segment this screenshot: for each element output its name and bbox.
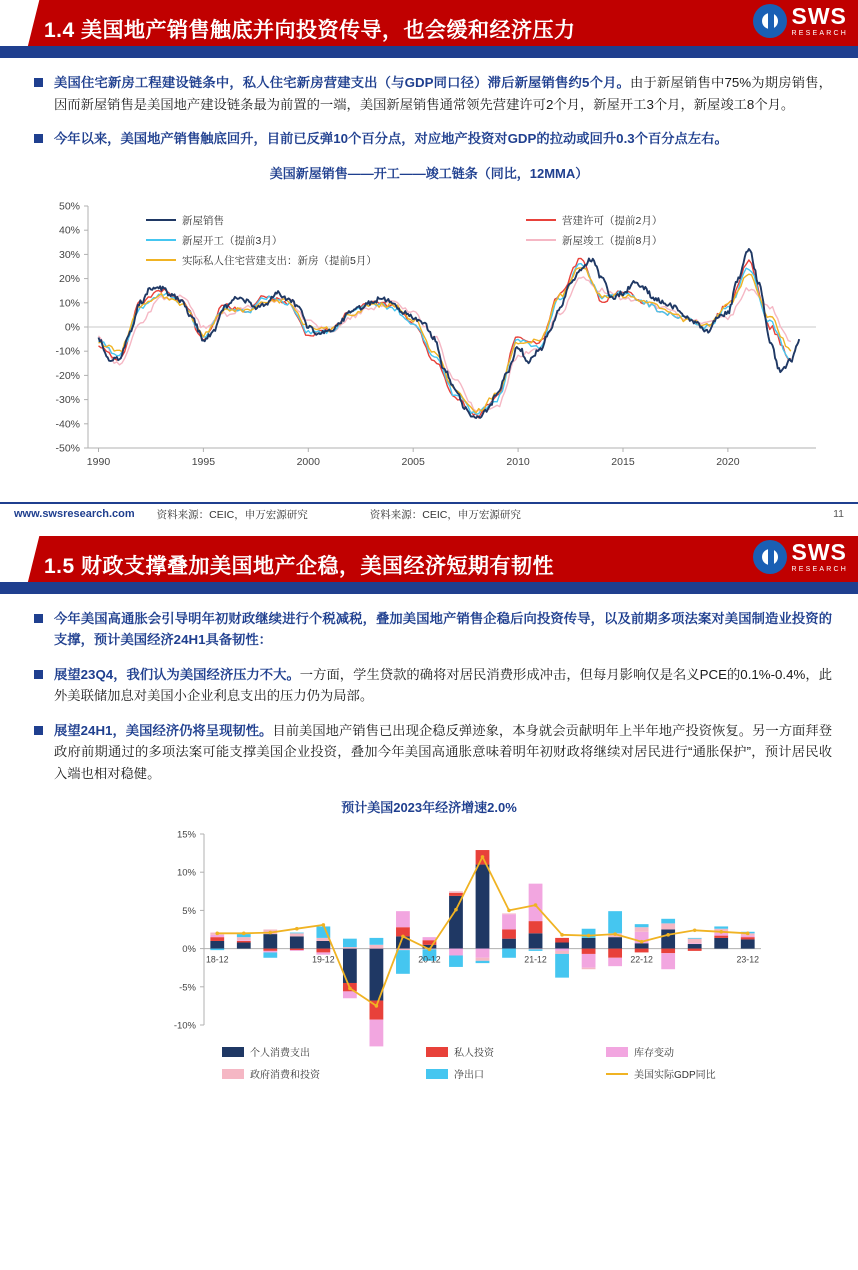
footer-source-left: 资料来源：CEIC，申万宏源研究 — [156, 508, 308, 521]
slide2-bullet-3-text: 展望24H1，美国经济仍将呈现韧性。目前美国地产销售已出现企稳反弹迹象，本身就会贡献明年上半年地产投资恢复。另一方面拜登政府前期通过的多项法案可能支撑美国企业投资，叠加今年美国高通胀意味着明年初财政将继续对居民进行“通胀保护”，预计居民收入端也相对稳健。 — [54, 722, 832, 781]
svg-text:18-12: 18-12 — [206, 954, 229, 965]
svg-text:15%: 15% — [176, 829, 196, 841]
svg-text:-5%: -5% — [179, 982, 196, 994]
slide1-chart-title: 美国新屋销售——开工——竣工链条（同比，12MMA） — [269, 165, 589, 181]
slide2-bullet-1-text: 今年美国高通胀会引导明年初财政继续进行个税减税，叠加美国地产销售企稳后向投资传导，以及前期多项法案对美国制造业投资的支撑，预计美国经济24H1具备韧性： — [54, 610, 832, 648]
logo-text — [792, 5, 849, 37]
svg-text:40%: 40% — [58, 224, 80, 237]
svg-text:2020: 2020 — [716, 455, 740, 468]
svg-text:营建许可（提前2月）: 营建许可（提前2月） — [562, 214, 663, 227]
slide2-content — [0, 594, 858, 1091]
svg-text:0%: 0% — [64, 321, 80, 334]
slide-2 — [0, 536, 858, 1095]
svg-text:美国实际GDP同比: 美国实际GDP同比 — [634, 1070, 716, 1082]
logo-sub-text: RESEARCH — [791, 565, 848, 573]
line-chart-container — [26, 186, 832, 496]
footer-source-right: 资料来源：CEIC，申万宏源研究 — [369, 508, 521, 521]
slide1-banner — [0, 0, 858, 58]
svg-text:2010: 2010 — [506, 455, 530, 468]
svg-text:-30%: -30% — [55, 393, 80, 406]
svg-text:库存变动: 库存变动 — [634, 1048, 674, 1060]
slide1-content — [0, 58, 858, 496]
slide1-title: 1.4 美国地产销售触底并向投资传导，也会缓和经济压力 — [44, 19, 576, 42]
svg-text:个人消费支出: 个人消费支出 — [250, 1048, 310, 1060]
svg-text:-50%: -50% — [55, 442, 80, 455]
bullet-square-icon — [34, 726, 43, 735]
sws-logo — [753, 4, 849, 38]
bar-chart-container — [26, 820, 832, 1090]
svg-text:1990: 1990 — [86, 455, 111, 468]
sws-logo — [753, 540, 849, 574]
slide1-bullet-2 — [26, 128, 832, 150]
slide2-bullet-2 — [26, 664, 832, 707]
svg-text:2015: 2015 — [611, 455, 635, 468]
banner-blue-band — [0, 582, 858, 594]
svg-text:20-12: 20-12 — [418, 954, 441, 965]
svg-text:50%: 50% — [58, 200, 80, 213]
svg-text:新屋销售: 新屋销售 — [182, 214, 224, 227]
svg-text:新屋竣工（提前8月）: 新屋竣工（提前8月） — [562, 234, 663, 247]
svg-text:政府消费和投资: 政府消费和投资 — [250, 1070, 320, 1082]
slide2-title: 1.5 财政支撑叠加美国地产企稳，美国经济短期有韧性 — [44, 554, 555, 578]
bullet-square-icon — [34, 78, 43, 87]
slide1-bullet-1-text: 美国住宅新房工程建设链条中，私人住宅新房营建支出（与GDP同口径）滞后新屋销售约5个月。由于新屋销售中75%为期房销售，因而新屋销售是美国地产建设链条最为前置的一端，美国新屋销售通常领先营建许可2个月，新屋开工3个月，新屋竣工8个月。 — [54, 75, 832, 112]
bullet-square-icon — [34, 670, 43, 679]
svg-text:-10%: -10% — [173, 1020, 196, 1032]
svg-text:私人投资: 私人投资 — [454, 1048, 494, 1060]
logo-main-text: SWS — [791, 3, 847, 29]
svg-text:10%: 10% — [176, 868, 196, 880]
footer-page-number: 11 — [833, 508, 844, 521]
svg-text:1995: 1995 — [191, 455, 216, 468]
svg-text:2005: 2005 — [401, 455, 425, 468]
svg-text:实际私人住宅营建支出：新房（提前5月）: 实际私人住宅营建支出：新房（提前5月） — [182, 254, 377, 267]
logo-sub-text: RESEARCH — [791, 30, 848, 37]
slide1-footer — [0, 502, 858, 522]
footer-website[interactable]: www.swsresearch.com — [14, 508, 135, 521]
svg-text:30%: 30% — [58, 248, 80, 261]
slide2-bullet-1 — [26, 608, 832, 651]
svg-text:-20%: -20% — [55, 369, 80, 382]
logo-mark-icon — [753, 540, 787, 574]
svg-text:20%: 20% — [58, 272, 80, 285]
svg-text:新屋开工（提前3月）: 新屋开工（提前3月） — [182, 234, 283, 247]
svg-text:10%: 10% — [58, 296, 80, 309]
svg-text:19-12: 19-12 — [312, 954, 335, 965]
slide1-bullet-1 — [26, 72, 832, 115]
slide-1 — [0, 0, 858, 526]
svg-text:5%: 5% — [182, 906, 196, 918]
slide2-bullet-3 — [26, 720, 832, 785]
new-home-sales-line-chart — [26, 186, 832, 496]
svg-text:23-12: 23-12 — [736, 954, 759, 965]
logo-text — [791, 538, 849, 573]
logo-main-text: SWS — [791, 538, 847, 565]
bullet-square-icon — [34, 134, 43, 143]
slide1-bullet-2-text: 今年以来，美国地产销售触底回升，目前已反弹10个百分点，对应地产投资对GDP的拉动或回升0.3个百分点左右。 — [54, 131, 728, 147]
slide-separator — [0, 526, 858, 536]
svg-text:21-12: 21-12 — [524, 954, 547, 965]
svg-text:22-12: 22-12 — [630, 954, 653, 965]
us-gdp-growth-bar-chart — [26, 820, 832, 1090]
bullet-square-icon — [34, 614, 43, 623]
svg-text:-10%: -10% — [55, 345, 80, 358]
svg-text:净出口: 净出口 — [454, 1070, 484, 1082]
svg-text:2000: 2000 — [296, 455, 320, 468]
slide2-bullet-2-text: 展望23Q4，我们认为美国经济压力不大。一方面，学生贷款的确将对居民消费形成冲击，但每月影响仅是名义PCE的0.1%-0.4%，此外美联储加息对美国小企业利息支出的压力仍为局部。 — [54, 666, 832, 704]
slide2-banner — [0, 536, 858, 594]
banner-blue-band — [0, 46, 858, 58]
slide2-chart-title: 预计美国2023年经济增速2.0% — [341, 800, 517, 816]
svg-text:0%: 0% — [182, 944, 196, 956]
logo-mark-icon — [753, 4, 787, 38]
svg-text:-40%: -40% — [55, 417, 80, 430]
